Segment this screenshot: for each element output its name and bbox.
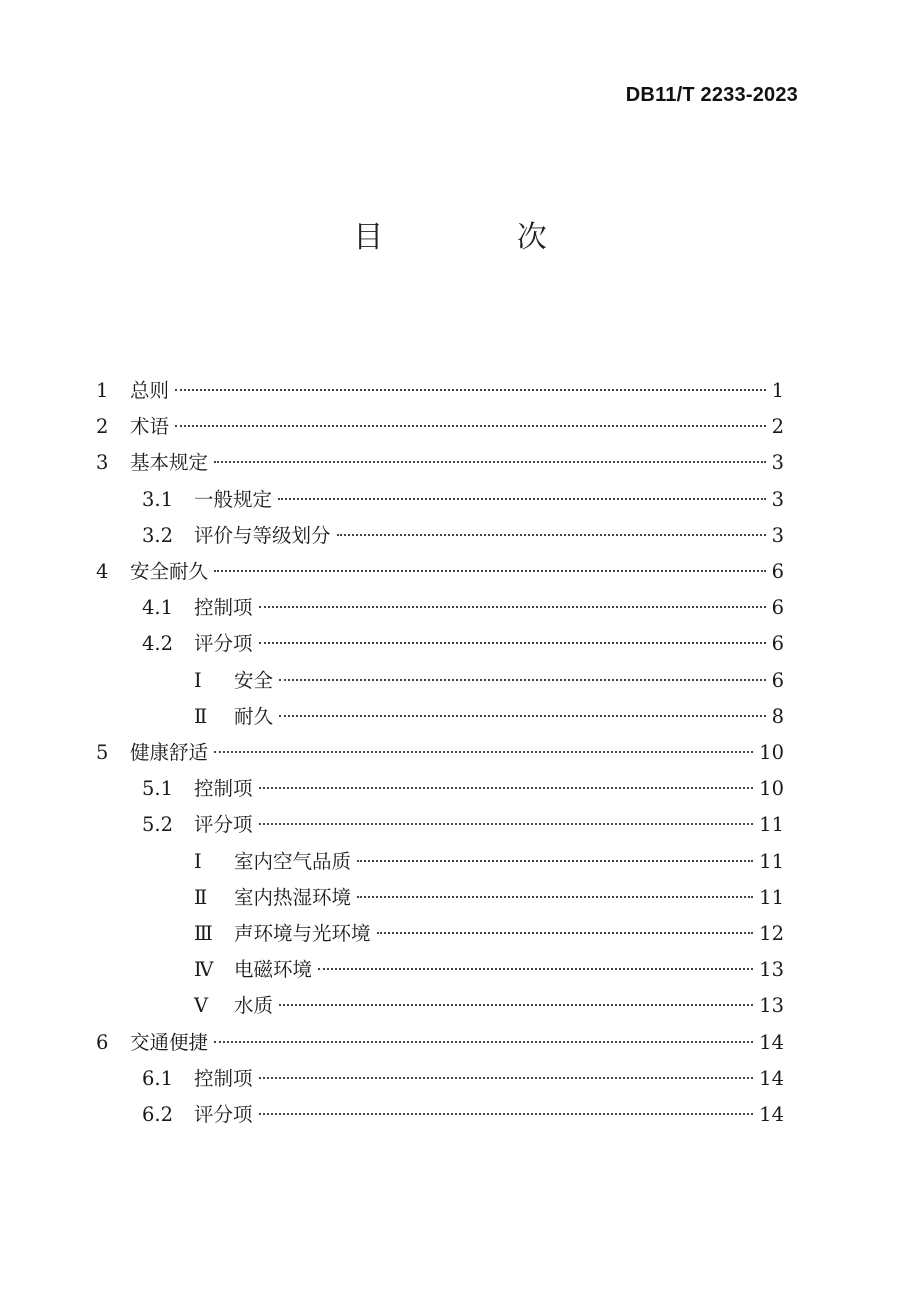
dot-leader (214, 461, 766, 463)
toc-entry[interactable] (142, 1100, 784, 1130)
document-number: DB11/T 2233-2023 (625, 84, 798, 106)
toc-entry-title: 耐久 (234, 704, 274, 728)
toc-entry-number: 1 (96, 379, 109, 402)
toc-entry-number: 6.2 (142, 1103, 174, 1126)
toc-entry-page: 10 (759, 741, 784, 764)
toc-entry-page: 11 (759, 849, 784, 873)
dot-leader (259, 642, 766, 644)
toc-entry[interactable] (96, 448, 784, 478)
dot-leader (259, 787, 754, 789)
toc-entry[interactable] (142, 629, 784, 659)
toc-entry-title: 室内空气品质 (234, 849, 352, 873)
dot-leader (175, 425, 766, 427)
toc-entry-title: 术语 (130, 415, 170, 439)
toc-entry-title: 评分项 (194, 1103, 253, 1126)
dot-leader (214, 751, 753, 753)
dot-leader (357, 860, 753, 862)
toc-entry-page: 14 (759, 1030, 784, 1054)
toc-entry-title: 电磁环境 (234, 958, 313, 982)
toc-entry-number: Ⅲ (194, 922, 213, 945)
toc-entry-number: Ⅱ (194, 885, 208, 909)
toc-entry-number: 4 (96, 560, 109, 583)
toc-entry[interactable] (194, 883, 784, 913)
toc-entry[interactable] (194, 847, 784, 877)
toc-entry-page: 3 (771, 487, 784, 511)
toc-entry-number: Ⅰ (194, 849, 202, 873)
toc-entry-number: Ⅱ (194, 704, 208, 728)
toc-entry[interactable] (96, 557, 784, 587)
toc-entry[interactable] (96, 738, 784, 768)
toc-entry[interactable] (142, 521, 784, 551)
dot-leader (357, 896, 753, 898)
dot-leader (214, 570, 766, 572)
toc-entry[interactable] (96, 1028, 784, 1058)
toc-entry-number: 6.1 (142, 1066, 174, 1090)
toc-entry[interactable] (142, 810, 784, 840)
toc-entry[interactable] (194, 991, 784, 1021)
toc-entry-page: 14 (759, 1066, 784, 1090)
toc-entry-page: 3 (771, 451, 784, 475)
toc-entry-number: 4.1 (142, 596, 174, 620)
toc-entry-title: 评分项 (194, 813, 253, 837)
toc-entry[interactable] (194, 702, 784, 732)
toc-entry-title: 控制项 (194, 1066, 253, 1090)
dot-leader (259, 606, 766, 608)
toc-entry-number: 2 (96, 415, 109, 439)
toc-entry-number: 3 (96, 451, 109, 475)
toc-entry-title: 基本规定 (130, 451, 209, 475)
toc-entry-title: 交通便捷 (130, 1030, 209, 1054)
toc-entry-number: 3.2 (142, 523, 174, 547)
toc-entry-title: 健康舒适 (130, 741, 209, 764)
toc-entry-page: 13 (759, 958, 784, 982)
toc-entry[interactable] (142, 485, 784, 515)
toc-entry-page: 6 (771, 596, 784, 620)
toc-entry[interactable] (194, 666, 784, 696)
toc-entry[interactable] (142, 1064, 784, 1094)
toc-entry[interactable] (142, 774, 784, 804)
toc-entry-page: 8 (771, 704, 784, 728)
toc-entry-number: Ⅴ (194, 994, 209, 1018)
toc-entry-number: Ⅳ (194, 958, 214, 982)
toc-entry-title: 控制项 (194, 777, 253, 801)
toc-entry-title: 一般规定 (194, 487, 273, 511)
toc-entry-number: 6 (96, 1030, 109, 1054)
toc-entry-title: 评价与等级划分 (194, 523, 331, 547)
toc-entry[interactable] (194, 919, 784, 949)
toc-entry-number: 4.2 (142, 632, 174, 656)
dot-leader (279, 679, 766, 681)
toc-entry-page: 3 (771, 523, 784, 547)
toc-entry-title: 室内热湿环境 (234, 885, 352, 909)
dot-leader (279, 715, 766, 717)
toc-entry-title: 安全 (234, 668, 274, 692)
toc-entry-title: 声环境与光环境 (234, 922, 371, 945)
toc-entry-page: 13 (759, 994, 784, 1018)
toc-entry-number: 3.1 (142, 487, 174, 511)
dot-leader (318, 968, 753, 970)
toc-entry-page: 14 (759, 1103, 784, 1126)
toc-entry-title: 水质 (234, 994, 274, 1018)
toc-entry-page: 12 (759, 922, 784, 945)
toc-entry-title: 评分项 (194, 632, 253, 656)
toc-entry-number: 5 (96, 741, 109, 764)
toc-entry-page: 1 (771, 379, 784, 402)
dot-leader (377, 932, 754, 934)
toc-entry-number: Ⅰ (194, 668, 202, 692)
dot-leader (259, 823, 754, 825)
toc-entry-title: 控制项 (194, 596, 253, 620)
toc-entry-page: 2 (771, 415, 784, 439)
toc-entry[interactable] (96, 376, 784, 406)
dot-leader (214, 1041, 753, 1043)
dot-leader (175, 389, 766, 391)
page-title: 目 次 (353, 220, 609, 255)
toc-entry-number: 5.2 (142, 813, 174, 837)
toc-entry-page: 6 (771, 668, 784, 692)
dot-leader (337, 534, 766, 536)
toc-entry-title: 安全耐久 (130, 560, 209, 583)
dot-leader (259, 1113, 754, 1115)
toc-entry-page: 6 (771, 632, 784, 656)
toc-entry-title: 总则 (130, 379, 170, 402)
toc-entry-page: 11 (759, 813, 784, 837)
toc-entry[interactable] (142, 593, 784, 623)
dot-leader (259, 1077, 754, 1079)
dot-leader (278, 498, 766, 500)
toc-entry-page: 11 (759, 885, 784, 909)
toc-entry[interactable] (96, 412, 784, 442)
dot-leader (279, 1004, 753, 1006)
toc-entry-page: 6 (771, 560, 784, 583)
toc-entry[interactable] (194, 955, 784, 985)
toc-entry-page: 10 (759, 777, 784, 801)
toc-entry-number: 5.1 (142, 777, 174, 801)
